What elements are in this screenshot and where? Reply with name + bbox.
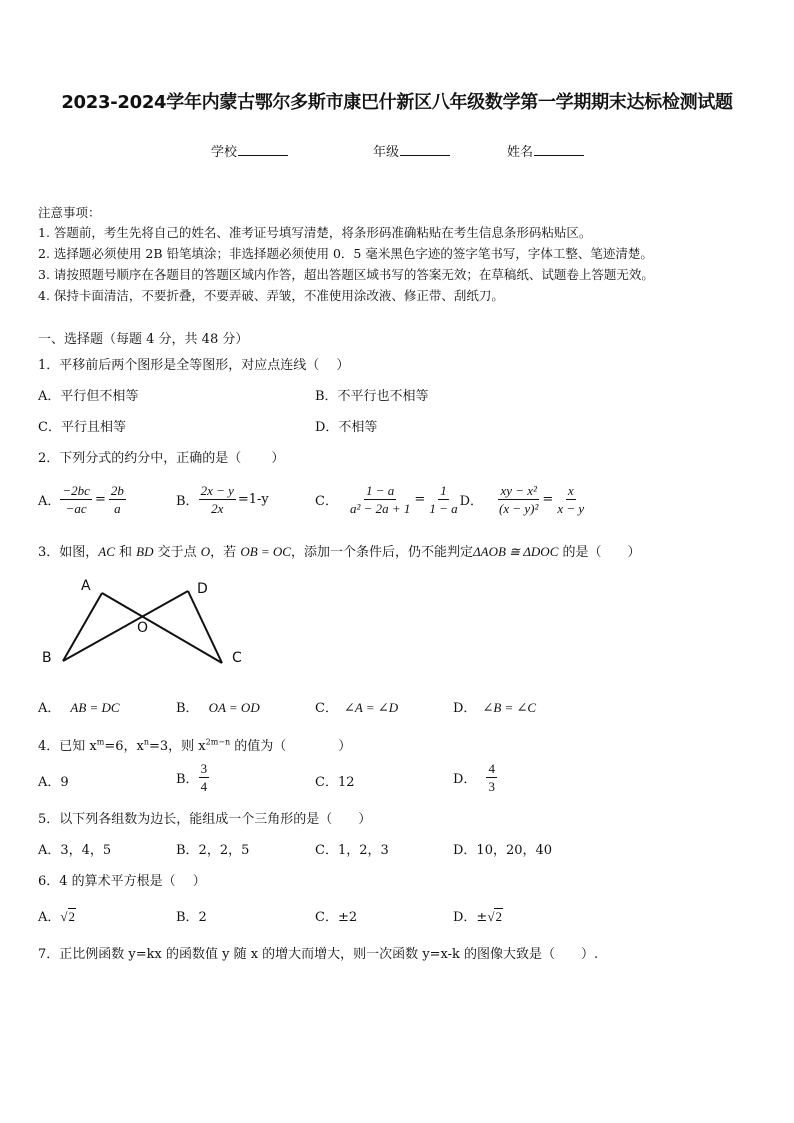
q5-option-c: C．1，2，3	[315, 843, 389, 858]
point-label-o: O	[137, 620, 149, 636]
stem-text: 的值为（ ）	[230, 739, 352, 754]
q1-option-b: B．不平行也不相等	[315, 389, 429, 404]
fraction	[60, 482, 92, 517]
fraction	[497, 482, 540, 517]
question-1-stem: 1．平移前后两个图形是全等图形，对应点连线（ ）	[38, 358, 350, 373]
stem-text: =6，x	[104, 739, 144, 754]
numerator: 2x − y	[200, 483, 234, 498]
math-text: OA = OD	[208, 700, 260, 715]
exponent: m	[96, 737, 105, 747]
question-3-stem	[38, 541, 641, 560]
point-label-c: C	[232, 650, 242, 666]
point-label-a: A	[81, 578, 91, 594]
math-text: ∠A = ∠D	[343, 700, 399, 715]
denominator: 1 − a	[429, 501, 458, 516]
question-2-stem: 2．下列分式的约分中，正确的是（ ）	[38, 451, 285, 466]
square-root: √2	[60, 909, 76, 924]
school-field	[211, 141, 288, 160]
option-label: A．	[38, 494, 61, 509]
q5-option-b: B．2，2，5	[176, 843, 250, 858]
numerator: −2bc	[62, 483, 90, 498]
math-text: ΔAOB ≅ ΔDOC	[473, 544, 559, 559]
q3-option-b	[176, 697, 260, 716]
option-label: B．	[176, 494, 199, 509]
equals-sign: =	[414, 492, 426, 507]
stem-text: 交于点	[153, 545, 201, 560]
q4-option-a: A．9	[38, 775, 69, 790]
q6-option-a	[38, 906, 76, 925]
exponent: n	[143, 737, 149, 747]
triangle-figure	[30, 570, 260, 670]
point-label-d: D	[197, 581, 208, 597]
fraction	[109, 482, 126, 517]
section-heading: 一、选择题（每题 4 分，共 48 分）	[38, 332, 249, 347]
grade-field	[373, 141, 450, 160]
option-label: D．±	[453, 910, 488, 925]
square-root: √2	[487, 909, 502, 924]
denominator: x − y	[557, 501, 585, 516]
stem-text: 和	[114, 545, 137, 560]
fraction	[427, 482, 459, 517]
notice-item: 3. 请按照题号顺序在各题目的答题区域内作答，超出答题区域书写的答案无效；在草稿纸、试题卷上答题无效。	[38, 267, 654, 282]
fraction	[555, 482, 586, 517]
page-title: 2023-2024学年内蒙古鄂尔多斯市康巴什新区八年级数学第一学期期末达标检测试题	[61, 92, 733, 113]
point-label-b: B	[42, 650, 52, 666]
name-label: 姓名	[507, 145, 534, 160]
option-label: B．	[176, 772, 199, 787]
name-blank	[534, 143, 584, 156]
q5-option-a: A．3，4，5	[38, 843, 112, 858]
option-label: A．	[38, 701, 61, 716]
name-field	[507, 141, 584, 160]
exponent: 2m−n	[205, 737, 231, 747]
stem-text: =3，则 x	[149, 739, 206, 754]
option-label: C．	[315, 701, 338, 716]
q2-option-b	[176, 482, 269, 517]
question-6-stem: 6．4 的算术平方根是（ ）	[38, 874, 206, 889]
question-7-stem: 7．正比例函数 y=kx 的函数值 y 随 x 的增大而增大，则一次函数 y=x-k 的图像大致是（ ）.	[38, 947, 599, 962]
q4-option-b	[176, 760, 209, 795]
equals-sign: =	[94, 492, 106, 507]
q4-option-d	[453, 760, 497, 795]
radicand: 2	[495, 909, 502, 924]
equals-sign: =	[542, 492, 554, 507]
math-text: OB = OC	[240, 544, 291, 559]
math-text: AC	[98, 544, 115, 559]
numerator: 4	[488, 761, 495, 776]
radicand: 2	[68, 909, 76, 924]
option-label: B．	[176, 701, 199, 716]
notice-item: 2. 选择题必须使用 2B 铅笔填涂；非选择题必须使用 0．5 毫米黑色字迹的签字笔书写，字体工整、笔迹清楚。	[38, 246, 653, 261]
q3-option-c	[315, 697, 398, 716]
question-4-stem	[38, 735, 351, 754]
math-text: AB = DC	[70, 700, 120, 715]
numerator: 3	[200, 761, 208, 776]
denominator: (x − y)²	[499, 501, 539, 516]
right-hand-side: =1-y	[237, 492, 269, 507]
segment-bd	[63, 591, 188, 661]
stem-text: ，若	[210, 545, 241, 560]
notice-item: 4. 保持卡面清洁，不要折叠，不要弄破、弄皱，不准使用涂改液、修正带、刮纸刀。	[38, 288, 504, 303]
denominator: −ac	[65, 501, 87, 516]
stem-text: 3．如图，	[38, 545, 99, 560]
q1-option-c: C．平行且相等	[38, 420, 126, 435]
q6-option-d	[453, 906, 503, 925]
q1-option-d: D．不相等	[315, 420, 378, 435]
numerator: x	[567, 483, 574, 498]
q6-option-b: B．2	[176, 910, 207, 925]
math-text: ∠B = ∠C	[482, 700, 537, 715]
option-label: D．	[453, 701, 477, 716]
notice-heading: 注意事项：	[38, 205, 101, 220]
stem-text: ，添加一个条件后，仍不能判定	[290, 545, 473, 560]
fraction	[199, 760, 210, 795]
q2-option-c	[315, 482, 586, 517]
option-label: D．	[459, 494, 484, 509]
school-blank	[238, 143, 288, 156]
denominator: 3	[488, 779, 495, 794]
option-label: C．	[315, 494, 338, 509]
q3-option-d	[453, 697, 536, 716]
q6-option-c: C．±2	[315, 910, 358, 925]
question-5-stem: 5．以下列各组数为边长，能组成一个三角形的是（ ）	[38, 812, 372, 827]
q2-option-a	[38, 482, 126, 517]
q5-option-d: D．10，20，40	[453, 843, 553, 858]
option-label: D．	[453, 772, 477, 787]
stem-text: 的是（ ）	[558, 545, 641, 560]
denominator: a	[114, 501, 121, 516]
numerator: 2b	[110, 483, 124, 498]
numerator: 1 − a	[366, 483, 395, 498]
numerator: xy − x²	[500, 483, 537, 498]
numerator: 1	[440, 483, 447, 498]
fraction	[348, 482, 412, 517]
grade-label: 年级	[373, 145, 400, 160]
school-label: 学校	[211, 145, 238, 160]
q3-option-a	[38, 697, 120, 716]
fraction	[486, 760, 497, 795]
q1-option-a: A．平行但不相等	[38, 389, 139, 404]
denominator: 4	[200, 779, 208, 794]
fraction	[199, 482, 236, 517]
q4-option-c: C．12	[315, 775, 355, 790]
notice-item: 1. 答题前，考生先将自己的姓名、准考证号填写清楚，将条形码准确粘贴在考生信息条形码粘贴区。	[38, 225, 592, 240]
stem-text: 4．已知 x	[38, 739, 97, 754]
denominator: a² − 2a + 1	[349, 501, 411, 516]
option-label: A．	[38, 910, 61, 925]
math-text: BD	[136, 544, 154, 559]
grade-blank	[400, 143, 450, 156]
math-text: O	[200, 544, 211, 559]
denominator: 2x	[211, 501, 224, 516]
